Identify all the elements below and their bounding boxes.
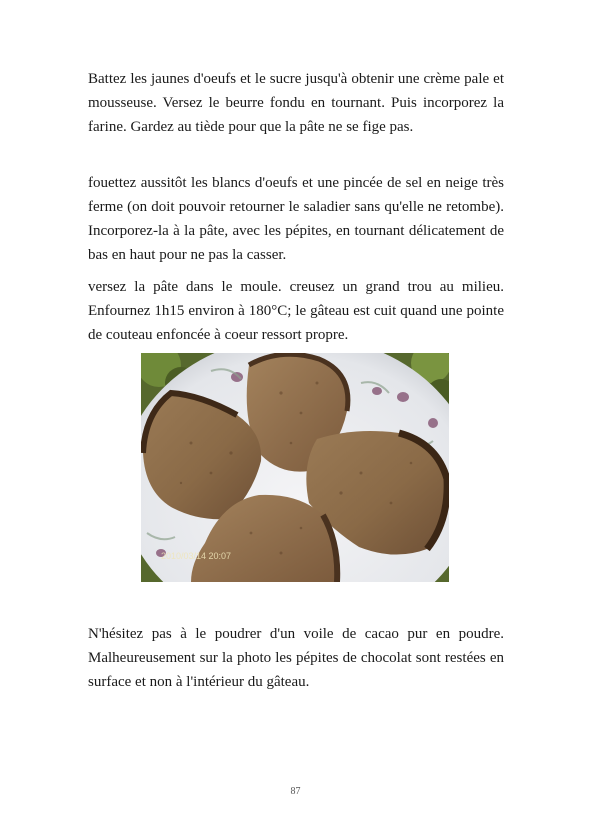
paragraph-1: Battez les jaunes d'oeufs et le sucre jusqu'à obtenir une crème pale et mousseuse. Versez le beurre fondu en tournant. Puis incorporez la farine. Gardez au tiède pour que la pâte ne se fige pas. [88,71,504,135]
cake-photo [141,353,449,582]
page-number: 87 [290,786,301,797]
paragraph-2: fouettez aussitôt les blancs d'oeufs et une pincée de sel en neige très ferme (on doit pouvoir retourner le saladier sans qu'elle ne retombe). Incorporez-la à la pâte, avec les pépites, en tournant délicatement de bas en haut pour ne pas la casser. [88,175,504,263]
photo-timestamp: 2010/03/14 20:07 [161,551,232,561]
paragraph-4: N'hésitez pas à le poudrer d'un voile de cacao pur en poudre. Malheureusement sur la photo les pépites de chocolat sont restées en surface et non à l'intérieur du gâteau. [88,626,504,690]
paragraph-3: versez la pâte dans le moule. creusez un grand trou au milieu. Enfournez 1h15 environ à 180°C; le gâteau est cuit quand une pointe de couteau enfoncée à coeur ressort propre. [88,279,504,343]
